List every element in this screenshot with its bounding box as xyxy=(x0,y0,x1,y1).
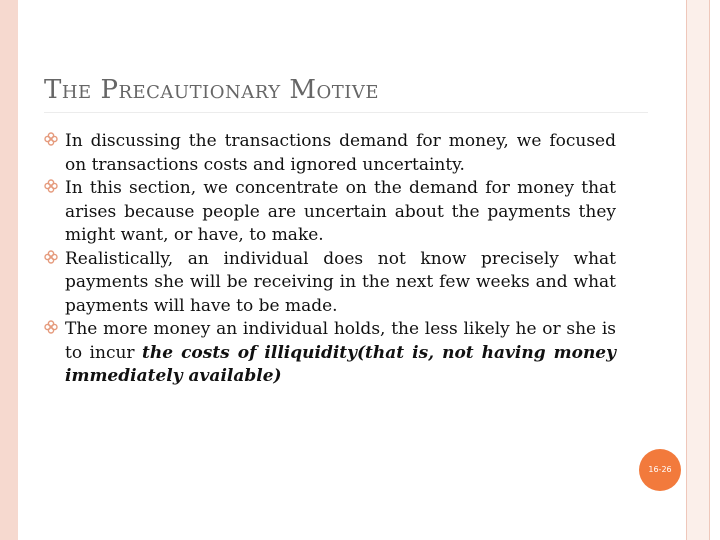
title-divider xyxy=(44,112,648,113)
bullet-item xyxy=(44,130,616,177)
bullet-text: In this section, we concentrate on the demand for money that arises because people are uncertain about the payments they might want, or have, to make. xyxy=(65,178,616,245)
clover-bullet-icon xyxy=(44,250,58,264)
right-frame-edge xyxy=(712,0,720,540)
slide-number-badge: 16-26 xyxy=(639,449,681,491)
bullet-item xyxy=(44,318,616,389)
bullet-list xyxy=(44,130,616,389)
left-frame-bar xyxy=(0,0,18,540)
bullet-text: In discussing the transactions demand for money, we focused on transactions costs and ignored uncertainty. xyxy=(65,131,616,175)
clover-bullet-icon xyxy=(44,132,58,146)
clover-bullet-icon xyxy=(44,179,58,193)
bullet-emphasis-text: the costs of illiquidity(that is, not having money immediately available) xyxy=(65,342,616,386)
bullet-text: Realistically, an individual does not know precisely what payments she will be receiving in the next few weeks and what payments will have to be made. xyxy=(65,248,616,316)
bullet-item xyxy=(44,248,616,319)
clover-bullet-icon xyxy=(44,320,58,334)
bullet-text: The more money an individual holds, the less likely he or she is to incur xyxy=(65,319,616,363)
bullet-item xyxy=(44,177,616,248)
right-frame-bar xyxy=(686,0,710,540)
slide-title: The Precautionary Motive xyxy=(44,75,379,105)
